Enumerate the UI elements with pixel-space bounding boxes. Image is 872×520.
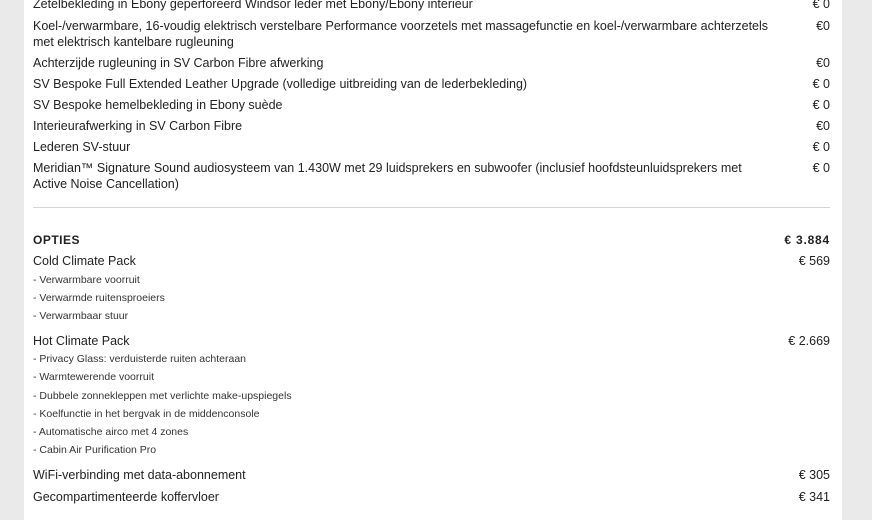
list-item (33, 97, 830, 113)
option-cold-climate-pack (33, 253, 830, 269)
options-title: OPTIES (33, 233, 81, 247)
item-label: Koel-/verwarmbare, 16-voudig elektrisch verstelbare Performance voorzetels met massagefunctie en koel-/verwarmbare achterzetels met elektrisch kantelbare rugleuning (33, 19, 769, 49)
configuration-summary-panel (24, 0, 842, 520)
item-price: € 0 (812, 161, 830, 175)
list-item (33, 18, 830, 50)
item-label: SV Bespoke Full Extended Leather Upgrade (volledige uitbreiding van de lederbekleding) (33, 77, 528, 91)
item-label: Zetelbekleding in Ebony geperforeerd Windsor leder met Ebony/Ebony interieur (33, 0, 473, 11)
item-label: Lederen SV-stuur (33, 140, 131, 154)
item-price: €0 (816, 19, 830, 33)
option-label: Hot Climate Pack (33, 334, 130, 348)
item-price: €0 (816, 119, 830, 133)
list-item (33, 76, 830, 92)
section-divider (33, 207, 830, 208)
options-heading (33, 232, 830, 248)
option-detail: - Privacy Glass: verduisterde ruiten achteraan (33, 353, 247, 365)
item-price: €0 (816, 56, 830, 70)
option-label: WiFi-verbinding met data-abonnement (33, 468, 246, 482)
option-detail: - Cabin Air Purification Pro (33, 444, 157, 456)
list-item (33, 160, 830, 192)
option-detail: - Koelfunctie in het bergvak in de middenconsole (33, 408, 260, 420)
list-item (33, 118, 830, 134)
option-label: Cold Climate Pack (33, 254, 136, 268)
list-item (33, 139, 830, 155)
option-hot-climate-pack (33, 333, 830, 349)
option-detail: - Verwarmde ruitensproeiers (33, 292, 165, 304)
item-price: € 0 (812, 0, 830, 11)
option-price: € 569 (798, 254, 830, 268)
option-wifi (33, 467, 830, 483)
option-price: € 2.669 (788, 334, 830, 348)
item-price: € 0 (812, 77, 830, 91)
option-detail: - Warmtewerende voorruit (33, 371, 154, 383)
list-item (33, 55, 830, 71)
item-label: Interieurafwerking in SV Carbon Fibre (33, 119, 243, 133)
item-price: € 0 (812, 140, 830, 154)
item-label: Achterzijde rugleuning in SV Carbon Fibre afwerking (33, 56, 324, 70)
option-detail: - Verwarmbaar stuur (33, 310, 129, 322)
item-label: Meridian™ Signature Sound audiosysteem van 1.430W met 29 luidsprekers en subwoofer (inclusief hoofdsteunluidsprekers met Active Noise Cancellation) (33, 161, 742, 191)
option-price: € 305 (798, 468, 830, 482)
option-label: Gecompartimenteerde koffervloer (33, 490, 219, 504)
option-price: € 341 (798, 490, 830, 504)
options-total: € 3.884 (784, 233, 830, 247)
item-label: SV Bespoke hemelbekleding in Ebony suède (33, 98, 283, 112)
option-luggage-floor (33, 489, 830, 505)
option-detail: - Dubbele zonnekleppen met verlichte make-upspiegels (33, 390, 292, 402)
option-detail: - Verwarmbare voorruit (33, 274, 140, 286)
option-detail: - Automatische airco met 4 zones (33, 426, 189, 438)
list-item (33, 0, 830, 12)
item-price: € 0 (812, 98, 830, 112)
